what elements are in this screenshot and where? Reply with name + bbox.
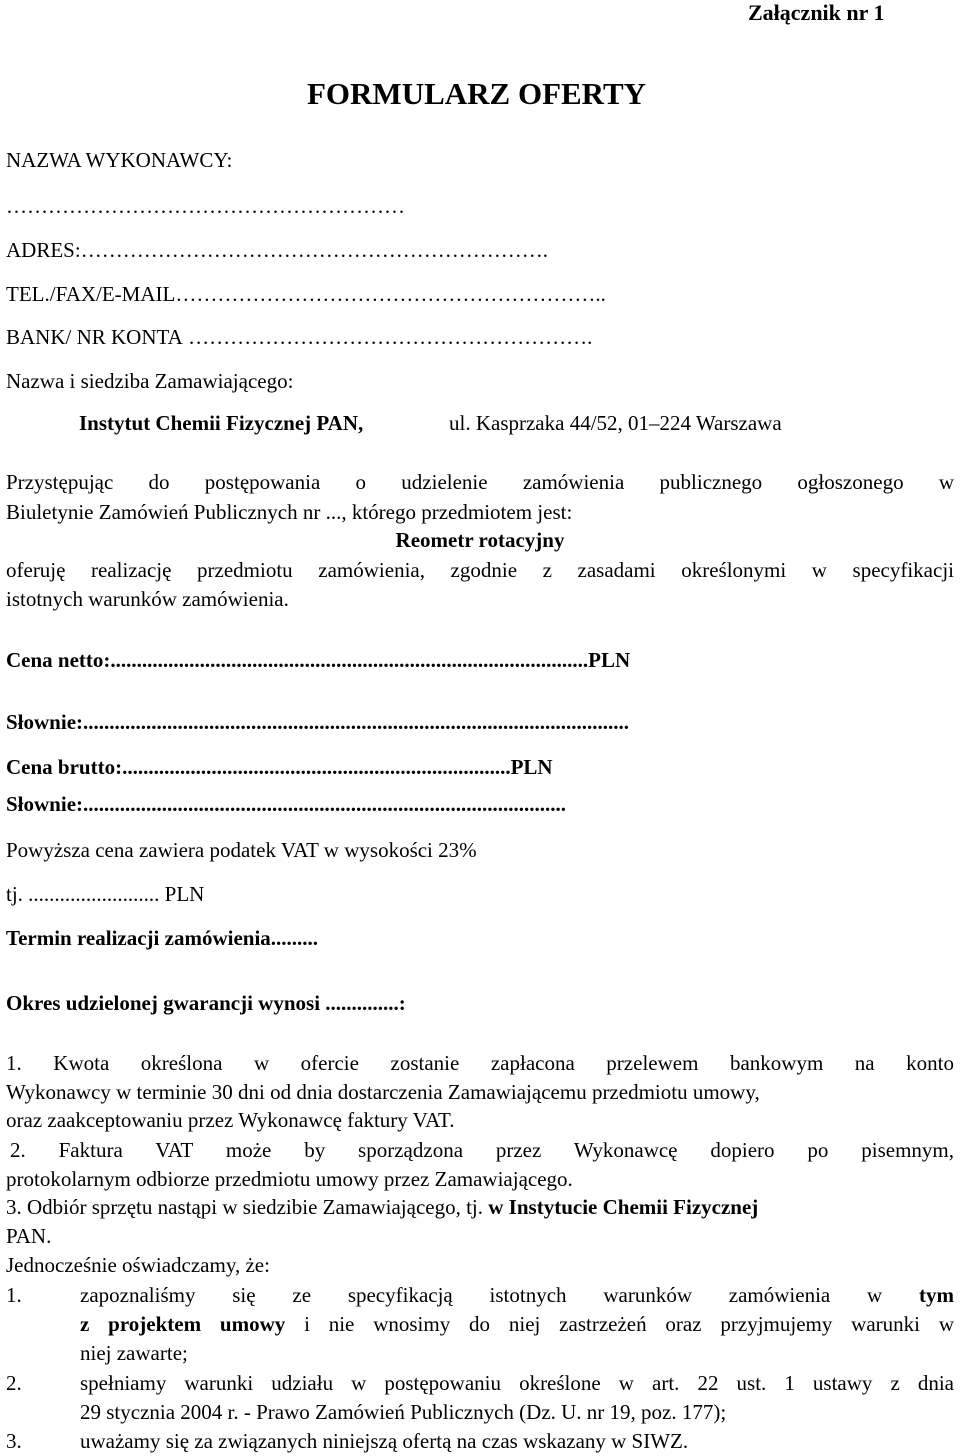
- deadline-line: Termin realizacji zamówienia.........: [6, 926, 319, 950]
- intro-line-1: Przystępując do postępowania o udzielenie zamówienia publicznego ogłoszonego w: [6, 470, 954, 494]
- intro-line-3: oferuję realizację przedmiotu zamówienia, zgodnie z zasadami określonymi w specyfikacji: [6, 558, 954, 582]
- client-name: Instytut Chemii Fizycznej PAN,: [79, 411, 364, 435]
- declaration-3-number: 3.: [6, 1429, 22, 1453]
- contact-dots: ……………………………………………………..: [175, 282, 606, 306]
- condition-1-line-3: oraz zaakceptowaniu przez Wykonawcę faktury VAT.: [6, 1108, 455, 1132]
- page-title: FORMULARZ OFERTY: [307, 76, 647, 111]
- vat-statement: Powyższa cena zawiera podatek VAT w wysokości 23%: [6, 838, 477, 862]
- address-label: ADRES:: [6, 238, 81, 262]
- client-address: ul. Kasprzaka 44/52, 01–224 Warszawa: [449, 411, 782, 435]
- contact-line: [6, 284, 606, 305]
- condition-3-text: 3. Odbiór sprzętu nastąpi w siedzibie Zamawiającego, tj.: [6, 1195, 484, 1219]
- bank-dots: ………………………………………………….: [188, 325, 593, 349]
- declarations-intro: Jednocześnie oświadczamy, że:: [6, 1253, 270, 1277]
- declaration-2-line-1: spełniamy warunki udziału w postępowaniu określone w art. 22 ust. 1 ustawy z dnia: [80, 1371, 954, 1395]
- declaration-1-line-1: [80, 1285, 954, 1306]
- gross-price-line: Cena brutto:..........................................................................PLN: [6, 755, 553, 779]
- vat-amount: tj. ......................... PLN: [6, 882, 205, 906]
- declaration-1-line-3: niej zawarte;: [80, 1341, 188, 1365]
- contractor-name-dots: …………………………………………………: [6, 194, 405, 218]
- declaration-1-line-2: [80, 1314, 954, 1335]
- declaration-1-number: 1.: [6, 1283, 22, 1307]
- annex-label: Załącznik nr 1: [748, 0, 885, 25]
- contact-label: TEL./FAX/E-MAIL: [6, 282, 176, 306]
- gross-price-words: Słownie:............................................................................................: [6, 792, 567, 816]
- condition-2-line-2: protokolarnym odbiorze przedmiotu umowy przez Zamawiającego.: [6, 1167, 573, 1191]
- intro-line-4: istotnych warunków zamówienia.: [6, 587, 289, 611]
- client-label: Nazwa i siedziba Zamawiającego:: [6, 369, 294, 393]
- declaration-1-text: zapoznaliśmy się ze specyfikacją istotnych warunków zamówienia w: [80, 1283, 883, 1307]
- condition-3-line-1: [6, 1197, 758, 1218]
- order-subject: Reometr rotacyjny: [395, 528, 565, 552]
- net-price-line: Cena netto:...........................................................................................PLN: [6, 648, 631, 672]
- declaration-2-line-2: 29 stycznia 2004 r. - Prawo Zamówień Publicznych (Dz. U. nr 19, poz. 177);: [80, 1400, 727, 1424]
- bank-line: [6, 327, 592, 348]
- declaration-1-emphasis-b: z projektem umowy: [80, 1312, 286, 1336]
- condition-2-line-1: 2. Faktura VAT może by sporządzona przez Wykonawcę dopiero po pisemnym,: [10, 1138, 954, 1162]
- declaration-1-text-2: i nie wnosimy do niej zastrzeżeń oraz przyjmujemy warunki w: [304, 1312, 954, 1336]
- condition-1-line-1: 1. Kwota określona w ofercie zostanie zapłacona przelewem bankowym na konto: [6, 1051, 954, 1075]
- address-dots: ………………………………………………………….: [80, 238, 548, 262]
- condition-3-line-2: PAN.: [6, 1224, 52, 1248]
- declaration-3-line-1: uważamy się za związanych niniejszą ofertą na czas wskazany w SIWZ.: [80, 1429, 689, 1453]
- intro-line-2: Biuletynie Zamówień Publicznych nr ..., którego przedmiotem jest:: [6, 500, 573, 524]
- declaration-1-emphasis-a: tym: [919, 1283, 954, 1307]
- condition-3-institute: w Instytucie Chemii Fizycznej: [488, 1195, 759, 1219]
- net-price-words: Słownie:........................................................................................................: [6, 710, 630, 734]
- warranty-line: Okres udzielonej gwarancji wynosi ..............:: [6, 991, 406, 1015]
- address-line: [6, 240, 548, 261]
- bank-label: BANK/ NR KONTA: [6, 325, 183, 349]
- contractor-name-label: NAZWA WYKONAWCY:: [6, 148, 233, 172]
- declaration-2-number: 2.: [6, 1371, 22, 1395]
- condition-1-line-2: Wykonawcy w terminie 30 dni od dnia dostarczenia Zamawiającemu przedmiotu umowy,: [6, 1080, 760, 1104]
